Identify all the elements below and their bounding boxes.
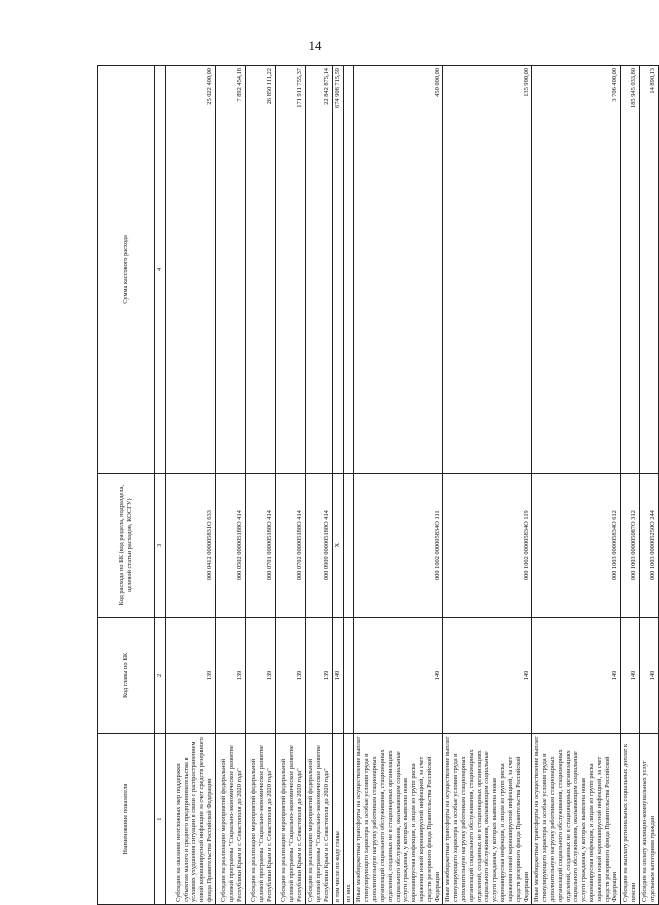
column-number-row <box>155 66 166 905</box>
header-glava-code: Код главы по БК <box>98 617 155 734</box>
row-sum: 3 706 400,00 <box>532 66 621 474</box>
row-expense-code: 000 0701 000005188О 414 <box>245 473 275 617</box>
row-sum: 14 890,13 <box>639 66 658 474</box>
row-name: Субсидии на реализацию мероприятий федеральной целевой программы "Социально-экономическое развитие Республики Крым и г. Севастополя до 2020 года" <box>215 734 245 905</box>
row-name: Субсидии на оплату жилищно-коммунальных услуг отдельным категориям граждан <box>639 734 658 905</box>
header-row <box>98 66 155 905</box>
row-glava-code: 149 <box>532 617 621 734</box>
expense-table <box>97 65 659 905</box>
row-sum: 22 842 875,14 <box>305 66 332 474</box>
row-sum <box>343 66 354 474</box>
row-expense-code: 000 1003 000005250О 244 <box>639 473 658 617</box>
table-row <box>639 66 658 905</box>
row-glava-code: 139 <box>245 617 275 734</box>
header-sum: Сумма кассового расхода <box>98 66 155 474</box>
row-sum: 185 945 033,80 <box>621 66 640 474</box>
table-row <box>305 66 332 905</box>
row-glava-code: 139 <box>305 617 332 734</box>
table-row <box>215 66 245 905</box>
row-expense-code: 000 1002 000005834О 111 <box>354 473 443 617</box>
rotated-table-frame <box>97 65 656 905</box>
table-row <box>275 66 305 905</box>
row-name: Субсидии на оказание неотложных мер поддержки субъектам малого и среднего предпринимательства в условиях ухудшения ситуации в связи с распространением новой коронавирусной инфекции за счет средств резервного фонда Правительства Российской Федерации <box>165 734 215 905</box>
row-name: Субсидии на реализацию мероприятий федеральной целевой программы "Социально-экономическое развитие Республики Крым и г. Севастополя до 2020 года" <box>305 734 332 905</box>
row-glava-code: 139 <box>215 617 245 734</box>
table-row <box>621 66 640 905</box>
row-name: Субсидии на реализацию мероприятий федеральной целевой программы "Социально-экономическое развитие Республики Крым и г. Севастополя до 2020 года" <box>245 734 275 905</box>
header-expense-code: Код расхода по БК (код раздела, подраздела, целевой статьи расходов, КОСГУ) <box>98 473 155 617</box>
row-expense-code: 000 0909 000005188О 414 <box>305 473 332 617</box>
table-row <box>245 66 275 905</box>
table-row <box>343 66 354 905</box>
row-expense-code: 000 1002 000005834О 119 <box>443 473 532 617</box>
table-row <box>332 66 343 905</box>
table-row <box>443 66 532 905</box>
rotated-page-content <box>97 65 656 905</box>
row-glava-code: 149 <box>639 617 658 734</box>
row-name: Иные межбюджетные трансферты на осуществление выплат стимулирующего характера за особые условия труда и дополнительную нагрузку работникам стационарных организаций социального обслуживания, стационарных отделений, созданных не в стационарных организациях социального обслуживания, оказывающим социальные услуги гражданам, у которых выявлена новая коронавирусная инфекция, и лицам из групп риска заражения новой коронавирусной инфекцией, за счет средств резервного фонда Правительства Российской Федерации <box>354 734 443 905</box>
row-sum: 25 022 400,00 <box>165 66 215 474</box>
table-row <box>354 66 443 905</box>
row-name: Субсидии на выплату региональных социальных доплат к пенсии <box>621 734 640 905</box>
row-sum: 450 000,00 <box>354 66 443 474</box>
row-glava-code: 149 <box>332 617 343 734</box>
row-name: Иные межбюджетные трансферты на осуществление выплат стимулирующего характера за особые условия труда и дополнительную нагрузку работникам стационарных организаций социального обслуживания, стационарных отделений, созданных не в стационарных организациях социального обслуживания, оказывающим социальные услуги гражданам, у которых выявлена новая коронавирусная инфекция, и лицам из групп риска заражения новой коронавирусной инфекцией, за счет средств резервного фонда Правительства Российской Федерации <box>532 734 621 905</box>
row-expense-code: 000 0702 000005188О 414 <box>275 473 305 617</box>
column-number: 1 <box>155 734 166 905</box>
row-expense-code: 000 1003 000005834О 612 <box>532 473 621 617</box>
row-glava-code: 149 <box>443 617 532 734</box>
row-name: Субсидии на реализацию мероприятий федеральной целевой программы "Социально-экономическое развитие Республики Крым и г. Севастополя до 2020 года" <box>275 734 305 905</box>
row-expense-code: 000 0412 000005831О 633 <box>165 473 215 617</box>
row-sum: 7 892 454,18 <box>215 66 245 474</box>
table-row <box>165 66 215 905</box>
row-glava-code: 149 <box>354 617 443 734</box>
row-sum: 674 908 715,59 <box>332 66 343 474</box>
row-expense-code: 000 1003 000005087О 312 <box>621 473 640 617</box>
column-number: 2 <box>155 617 166 734</box>
column-number: 3 <box>155 473 166 617</box>
column-number: 4 <box>155 66 166 474</box>
row-expense-code <box>343 473 354 617</box>
row-expense-code: 000 0502 000005188О 414 <box>215 473 245 617</box>
row-name: из них <box>343 734 354 905</box>
row-glava-code <box>343 617 354 734</box>
header-name: Наименование показателя <box>98 734 155 905</box>
row-glava-code: 139 <box>275 617 305 734</box>
row-expense-code: X <box>332 473 343 617</box>
row-sum: 26 850 111,22 <box>245 66 275 474</box>
row-glava-code: 139 <box>165 617 215 734</box>
row-name: в том числе по коду главы <box>332 734 343 905</box>
row-sum: 171 911 755,37 <box>275 66 305 474</box>
table-row <box>532 66 621 905</box>
row-glava-code: 149 <box>621 617 640 734</box>
row-sum: 135 900,00 <box>443 66 532 474</box>
page-number: 14 <box>308 38 322 53</box>
row-name: Иные межбюджетные трансферты на осуществление выплат стимулирующего характера за особые условия труда и дополнительную нагрузку работникам стационарных организаций социального обслуживания, стационарных отделений, созданных не в стационарных организациях социального обслуживания, оказывающим социальные услуги гражданам, у которых выявлена новая коронавирусная инфекция, и лицам из групп риска заражения новой коронавирусной инфекцией, за счет средств резервного фонда Правительства Российской Федерации <box>443 734 532 905</box>
